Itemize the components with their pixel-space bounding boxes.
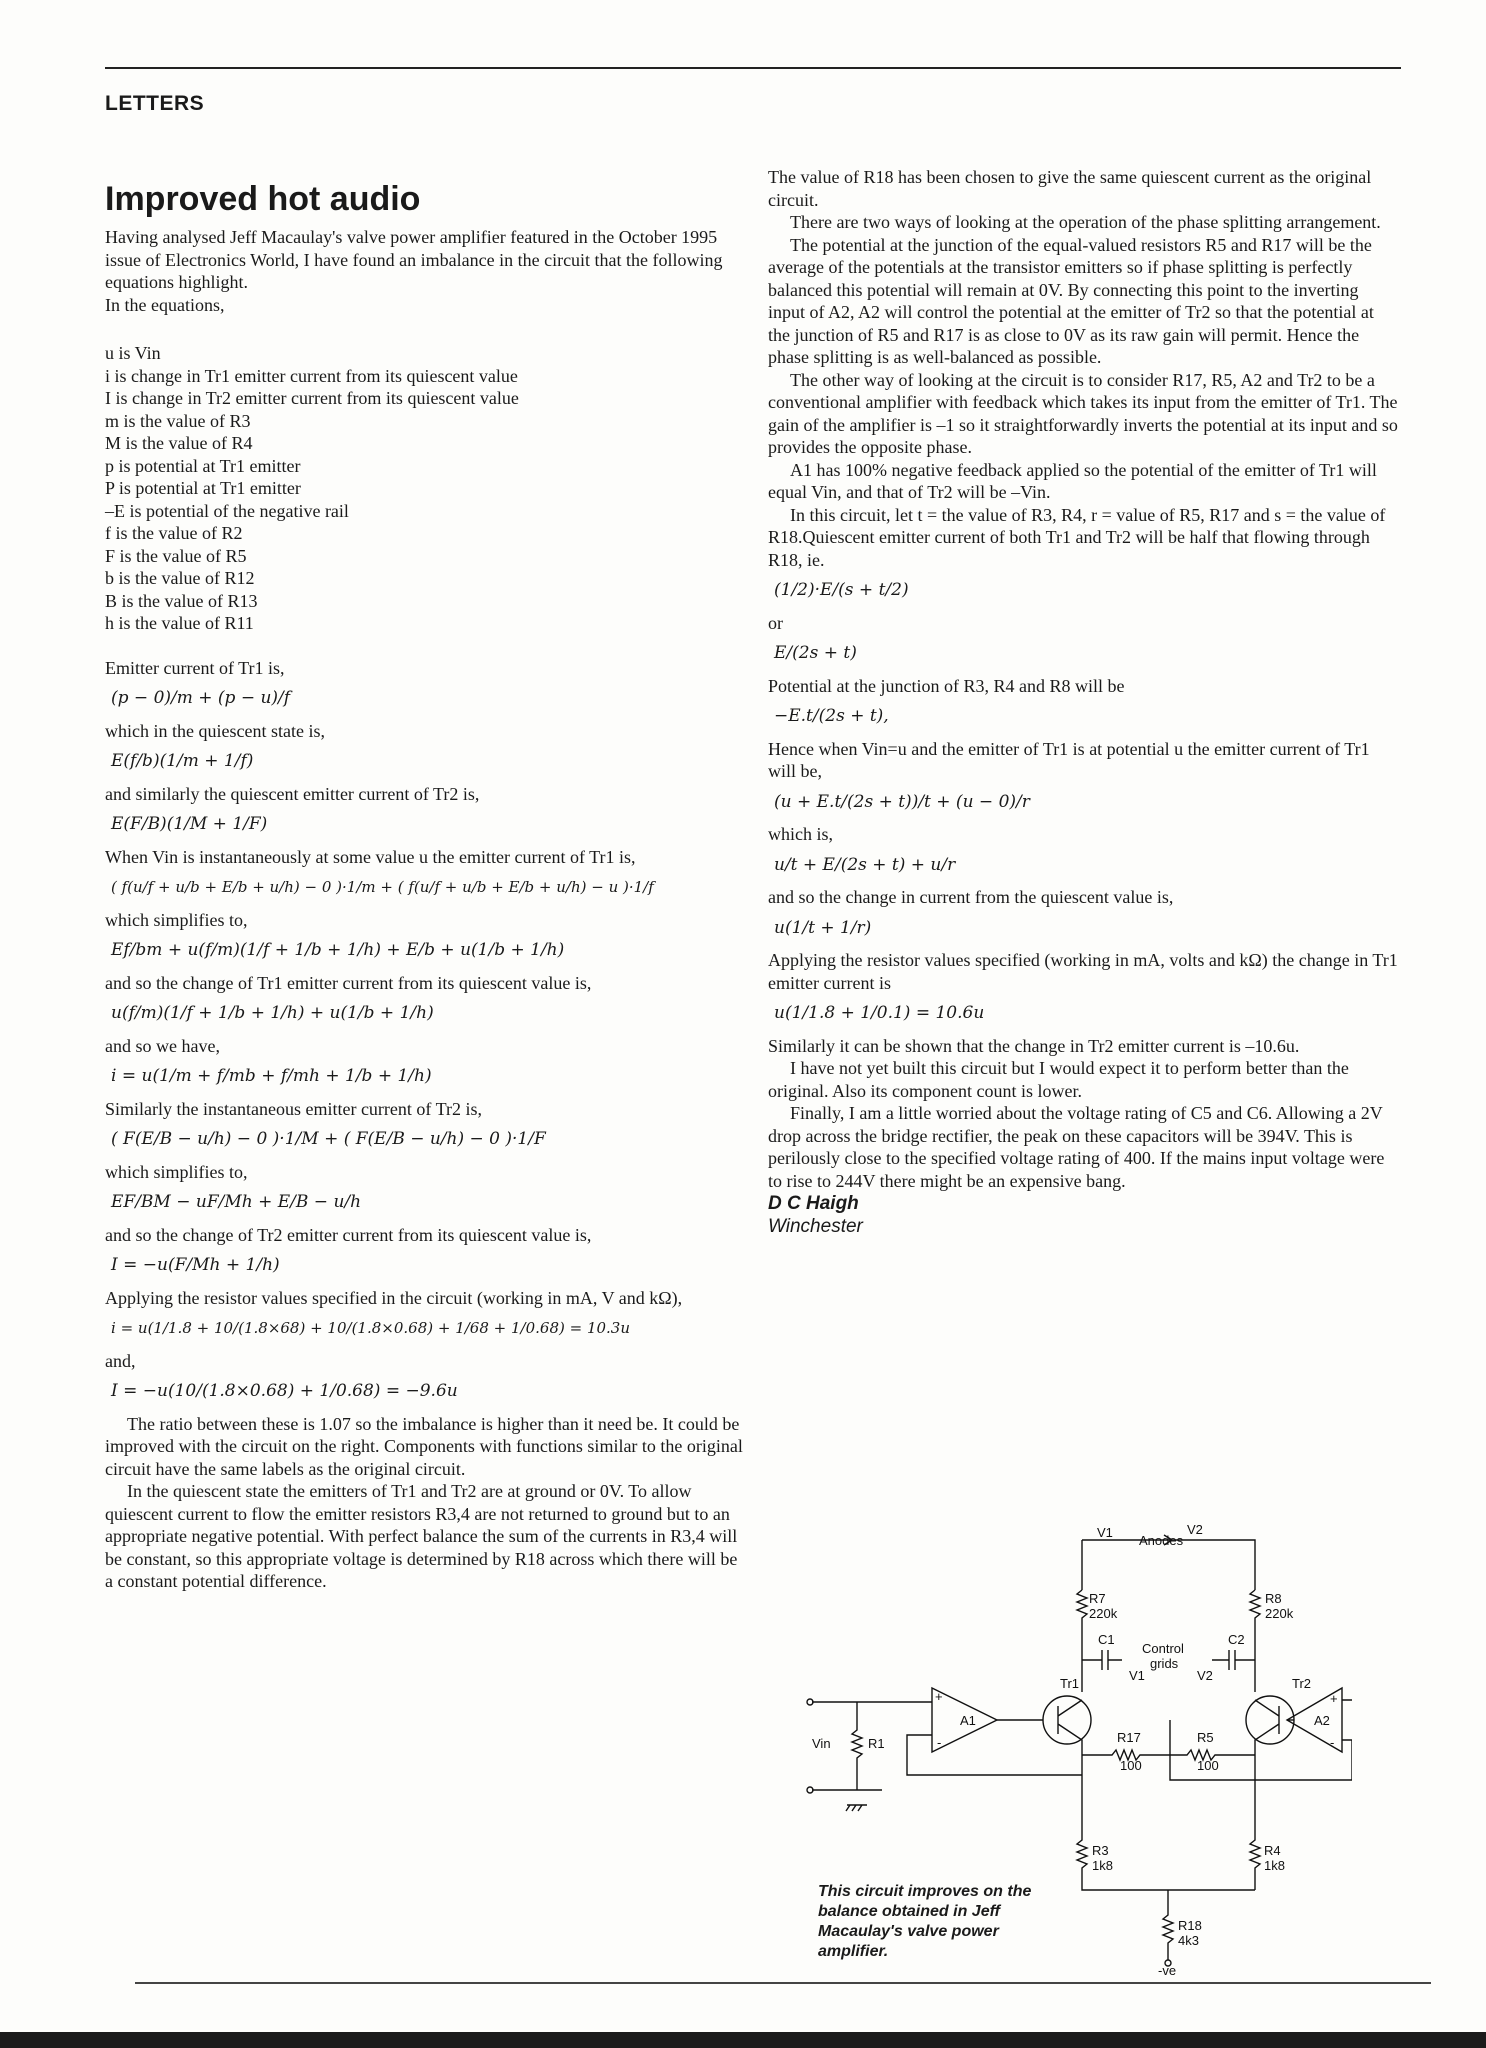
label-a1-plus: +: [935, 1689, 943, 1704]
definition: h is the value of R11: [105, 613, 254, 633]
section-label: LETTERS: [105, 92, 205, 115]
body-paragraph: There are two ways of looking at the operation of the phase splitting arrangement.: [790, 212, 1381, 232]
intro-paragraph: Having analysed Jeff Macaulay's valve power amplifier featured in the October 1995 issue of Electronics World, I have found an imbalance in the circuit that the following equations highlight.: [105, 227, 723, 292]
equation: u(1/1.8 + 1/0.1) = 10.6u: [774, 1003, 985, 1023]
definitions-list: [105, 342, 745, 635]
math-text: which simplifies to,: [105, 1161, 248, 1182]
definition: f is the value of R2: [105, 523, 243, 543]
label-v1-grid: V1: [1129, 1668, 1145, 1683]
math-text: When Vin is instantaneously at some value u the emitter current of Tr1 is,: [105, 846, 636, 867]
label-r4-value: 1k8: [1264, 1858, 1285, 1873]
math-text: and so the change of Tr2 emitter current from its quiescent value is,: [105, 1224, 592, 1245]
equation: I = −u(F/Mh + 1/h): [111, 1255, 280, 1275]
label-r17: R17: [1117, 1730, 1141, 1745]
left-column: [105, 172, 745, 1593]
math-text: and so we have,: [105, 1035, 220, 1056]
definition: M is the value of R4: [105, 433, 253, 453]
label-control: Control: [1142, 1641, 1184, 1656]
math-text: Similarly the instantaneous emitter current of Tr2 is,: [105, 1098, 482, 1119]
math-text: Applying the resistor values specified in the circuit (working in mA, V and kΩ),: [105, 1287, 683, 1308]
label-a2-plus: +: [1330, 1691, 1338, 1706]
body-paragraph: In this circuit, let t = the value of R3, R4, r = value of R5, R17 and s = the value of R18.Quiescent emitter current of both Tr1 and Tr2 will be half that flowing through R18, ie.: [768, 504, 1386, 570]
body-paragraph: The value of R18 has been chosen to give the same quiescent current as the original circuit.: [768, 167, 1372, 210]
definition: B is the value of R13: [105, 590, 258, 611]
body-paragraph: In the quiescent state the emitters of Tr1 and Tr2 are at ground or 0V. To allow quiescent current to flow the emitter resistors R3,4 are not returned to ground but to an appropriate negative potential. With perfect balance the sum of the currents in R3,4 will be constant, so this appropriate voltage is determined by R18 across which there will be a constant potential difference.: [105, 1481, 738, 1591]
definition: F is the value of R5: [105, 545, 247, 566]
math-text: Applying the resistor values specified (working in mA, volts and kΩ) the change in Tr1 emitter current is: [768, 950, 1398, 993]
math-text: or: [768, 612, 783, 633]
label-anodes: Anodes: [1139, 1533, 1184, 1548]
label-r8-value: 220k: [1265, 1606, 1294, 1621]
body-paragraph: The potential at the junction of the equal-valued resistors R5 and R17 will be the average of the potentials at the transistor emitters so if phase splitting is perfectly balanced this potential will remain at 0V. By connecting this point to the inverting input of A2, A2 will control the potential at the emitter of Tr2 so that the potential at the junction of R5 and R17 is as close to 0V as its raw gain will permit. Hence the phase splitting is as well-balanced as possible.: [768, 234, 1374, 367]
equation: E(F/B)(1/M + 1/F): [111, 814, 268, 834]
label-v2-grid: V2: [1197, 1668, 1213, 1683]
definition: P is potential at Tr1 emitter: [105, 478, 301, 498]
label-vin: Vin: [812, 1736, 831, 1751]
definition: b is the value of R12: [105, 568, 255, 588]
math-text: and so the change in current from the quiescent value is,: [768, 887, 1174, 907]
equation: Ef/bm + u(f/m)(1/f + 1/b + 1/h) + E/b + u(1/b + 1/h): [111, 940, 565, 960]
label-r5-value: 100: [1197, 1758, 1219, 1773]
equation: −E.t/(2s + t),: [774, 706, 889, 726]
body-paragraph: Similarly it can be shown that the change in Tr2 emitter current is –10.6u.: [768, 1035, 1300, 1056]
equation: EF/BM − uF/Mh + E/B − u/h: [111, 1192, 362, 1212]
math-text: Potential at the junction of R3, R4 and R8 will be: [768, 675, 1125, 696]
math-text: Hence when Vin=u and the emitter of Tr1 is at potential u the emitter current of Tr1 will be,: [768, 738, 1370, 781]
definition: –E is potential of the negative rail: [105, 500, 349, 521]
article-title: Improved hot audio: [105, 180, 421, 218]
bottom-band: [0, 2032, 1486, 2048]
label-r3-value: 1k8: [1092, 1858, 1113, 1873]
label-negative-rail: -ve: [1158, 1963, 1177, 1975]
definition: i is change in Tr1 emitter current from its quiescent value: [105, 365, 518, 386]
label-grids: grids: [1150, 1656, 1179, 1671]
label-a1-minus: -: [937, 1735, 942, 1750]
equation: i = u(1/1.8 + 10/(1.8×68) + 10/(1.8×0.68) + 1/68 + 1/0.68) = 10.3u: [111, 1319, 631, 1337]
label-a1: A1: [960, 1713, 976, 1728]
label-r1: R1: [868, 1736, 885, 1751]
intro-paragraph: In the equations,: [105, 294, 225, 315]
bottom-rule: [135, 1982, 1431, 1984]
label-r3: R3: [1092, 1843, 1109, 1858]
body-paragraph: A1 has 100% negative feedback applied so the potential of the emitter of Tr1 will equal Vin, and that of Tr2 will be –Vin.: [768, 459, 1377, 502]
equation: u(f/m)(1/f + 1/b + 1/h) + u(1/b + 1/h): [111, 1003, 434, 1023]
definition: m is the value of R3: [105, 410, 251, 431]
label-r7-value: 220k: [1089, 1606, 1118, 1621]
label-r18-value: 4k3: [1178, 1933, 1199, 1948]
label-r17-value: 100: [1120, 1758, 1142, 1773]
definition: p is potential at Tr1 emitter: [105, 455, 301, 476]
equation: E/(2s + t): [774, 643, 857, 663]
label-a2-minus: -: [1330, 1735, 1335, 1750]
definition: I is change in Tr2 emitter current from its quiescent value: [105, 388, 519, 408]
label-tr1: Tr1: [1060, 1676, 1080, 1691]
equation: E(f/b)(1/m + 1/f): [111, 751, 254, 771]
label-r4: R4: [1264, 1843, 1281, 1858]
equation: (1/2)·E/(s + t/2): [774, 580, 909, 600]
math-text: which simplifies to,: [105, 909, 248, 930]
math-text: and so the change of Tr1 emitter current from its quiescent value is,: [105, 972, 592, 993]
math-text: and similarly the quiescent emitter current of Tr2 is,: [105, 783, 480, 804]
body-paragraph: The ratio between these is 1.07 so the imbalance is higher than it need be. It could be improved with the circuit on the right. Components with functions similar to the original circuit have the same labels as the original circuit.: [105, 1413, 743, 1479]
equation: I = −u(10/(1.8×0.68) + 1/0.68) = −9.6u: [111, 1381, 458, 1401]
signature-place: Winchester: [768, 1216, 863, 1237]
body-paragraph: Finally, I am a little worried about the voltage rating of C5 and C6. Allowing a 2V drop across the bridge rectifier, the peak on these capacitors will be 394V. This is perilously close to the specified voltage rating of 400. If the mains input voltage were to rise to 244V there might be an expensive bang.: [768, 1103, 1385, 1191]
label-c2: C2: [1228, 1632, 1245, 1647]
label-r18: R18: [1178, 1918, 1202, 1933]
equation: u/t + E/(2s + t) + u/r: [774, 854, 956, 875]
body-paragraph: The other way of looking at the circuit is to consider R17, R5, A2 and Tr2 to be a conventional amplifier with feedback which takes its input from the emitter of Tr1. The gain of the amplifier is –1 so it straightforwardly inverts the potential at its input and so provides the opposite phase.: [768, 369, 1398, 457]
body-paragraph: I have not yet built this circuit but I would expect it to perform better than the original. Also its component count is lower.: [768, 1058, 1349, 1101]
label-r7: R7: [1089, 1591, 1106, 1606]
figure-caption: This circuit improves on the balance obtained in Jeff Macaulay's valve power amplifier.: [818, 1883, 1032, 1960]
equation: i = u(1/m + f/mb + f/mh + 1/b + 1/h): [111, 1066, 432, 1086]
math-text: which in the quiescent state is,: [105, 720, 325, 741]
equation: u(1/t + 1/r): [774, 917, 872, 938]
math-text: which is,: [768, 824, 833, 844]
label-r8: R8: [1265, 1591, 1282, 1606]
top-rule: [105, 67, 1401, 69]
label-a2: A2: [1314, 1713, 1330, 1728]
label-c1: C1: [1098, 1632, 1115, 1647]
right-column: [768, 166, 1398, 1238]
definition: u is Vin: [105, 343, 161, 363]
equation: ( F(E/B − u/h) − 0 )·1/M + ( F(E/B − u/h) − 0 )·1/F: [111, 1129, 546, 1149]
label-v2: V2: [1187, 1522, 1203, 1537]
equation: ( f(u/f + u/b + E/b + u/h) − 0 )·1/m + ( f(u/f + u/b + E/b + u/h) − u )·1/f: [111, 878, 654, 896]
label-r5: R5: [1197, 1730, 1214, 1745]
label-v1: V1: [1097, 1525, 1113, 1540]
signature-name: D C Haigh: [768, 1193, 859, 1214]
math-text: and,: [105, 1350, 136, 1371]
equation: (p − 0)/m + (p − u)/f: [111, 688, 291, 708]
label-tr2: Tr2: [1292, 1676, 1312, 1691]
equation: (u + E.t/(2s + t))/t + (u − 0)/r: [774, 791, 1030, 812]
math-text: Emitter current of Tr1 is,: [105, 657, 285, 678]
